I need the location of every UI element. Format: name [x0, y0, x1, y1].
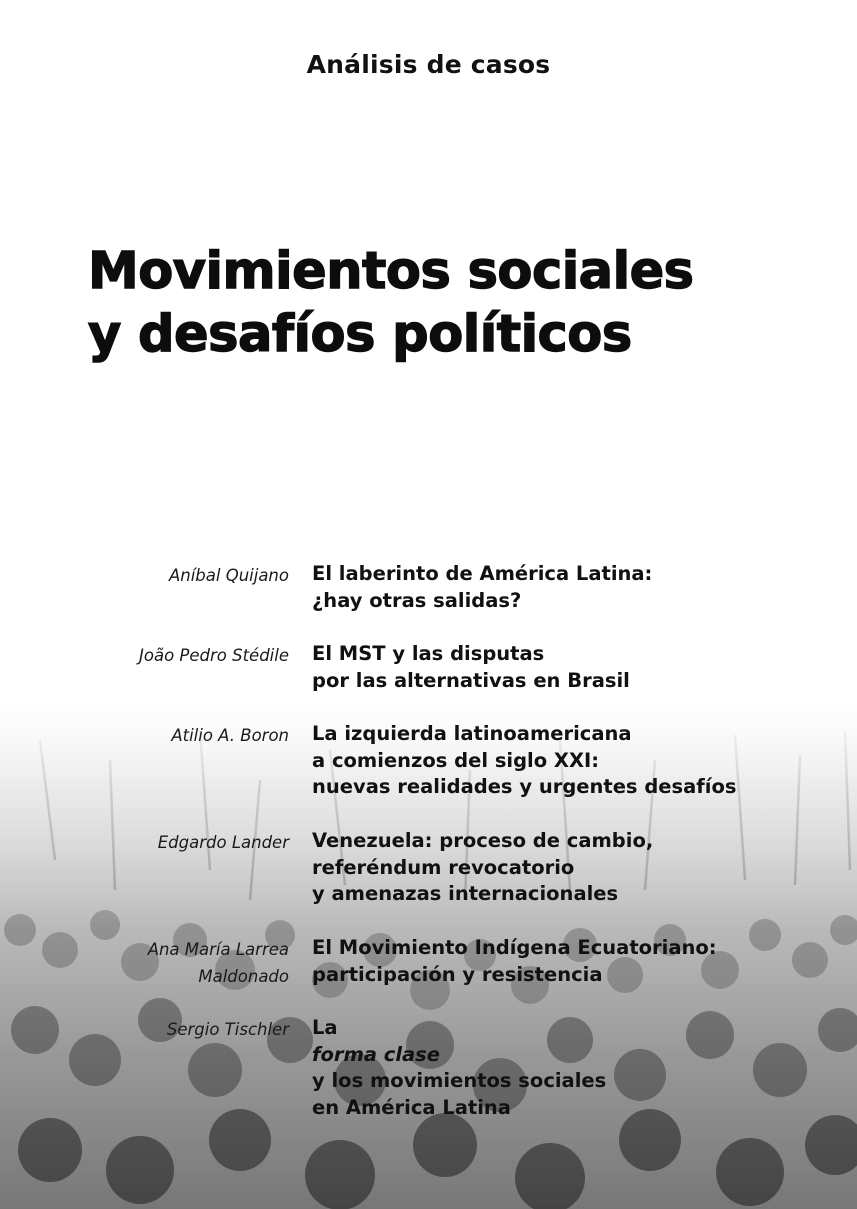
toc-author	[29, 722, 289, 749]
toc-author	[29, 1016, 289, 1043]
toc-author	[29, 642, 289, 669]
toc-title-line: participación y resistencia	[312, 962, 603, 986]
toc-title-line	[312, 1015, 832, 1095]
toc-author	[29, 829, 289, 856]
toc-author-line: Sergio Tischler	[166, 1020, 289, 1039]
toc-author-line: João Pedro Stédile	[139, 646, 289, 665]
toc-article-title[interactable]	[312, 935, 832, 988]
toc-title-line: El Movimiento Indígena Ecuatoriano:	[312, 936, 717, 959]
section-label: Análisis de casos	[306, 50, 551, 79]
toc-author-line: Ana María Larrea	[147, 940, 289, 959]
toc-title-line: a comienzos del siglo XXI:	[312, 748, 600, 772]
toc-title-line: ¿hay otras salidas?	[312, 588, 522, 612]
page-title	[88, 240, 694, 366]
toc-author-line: Maldonado	[198, 967, 289, 986]
toc-title-text: La	[312, 1016, 338, 1039]
toc-author	[29, 562, 289, 589]
toc-author-line: Atilio A. Boron	[171, 726, 289, 745]
toc-title-text: y los movimientos sociales	[312, 1069, 607, 1092]
toc-article-title[interactable]	[312, 641, 832, 694]
toc-title-line: por las alternativas en Brasil	[312, 668, 630, 692]
toc-article-title[interactable]	[312, 561, 832, 614]
toc-title-line: referéndum revocatorio	[312, 855, 575, 879]
toc-title-line: y amenazas internacionales	[312, 882, 619, 905]
page-title-line-1: Movimientos sociales	[88, 242, 694, 301]
toc-article-title[interactable]	[312, 1015, 832, 1121]
toc-author-line: Aníbal Quijano	[168, 566, 289, 585]
toc-title-italic-text: forma clase	[312, 1042, 440, 1066]
toc-author-line: Edgardo Lander	[157, 833, 289, 852]
toc-title-line: nuevas realidades y urgentes desafíos	[312, 775, 737, 798]
toc-title-line: El MST y las disputas	[312, 642, 545, 665]
toc-article-title[interactable]	[312, 721, 832, 801]
toc-article-title[interactable]	[312, 828, 832, 908]
toc-title-line: Venezuela: proceso de cambio,	[312, 829, 654, 852]
toc-title-line: La izquierda latinoamericana	[312, 722, 632, 745]
toc-title-line: El laberinto de América Latina:	[312, 562, 653, 585]
toc-author	[29, 936, 289, 990]
toc-title-line: en América Latina	[312, 1095, 511, 1119]
page-title-line-2: y desafíos políticos	[88, 305, 632, 364]
